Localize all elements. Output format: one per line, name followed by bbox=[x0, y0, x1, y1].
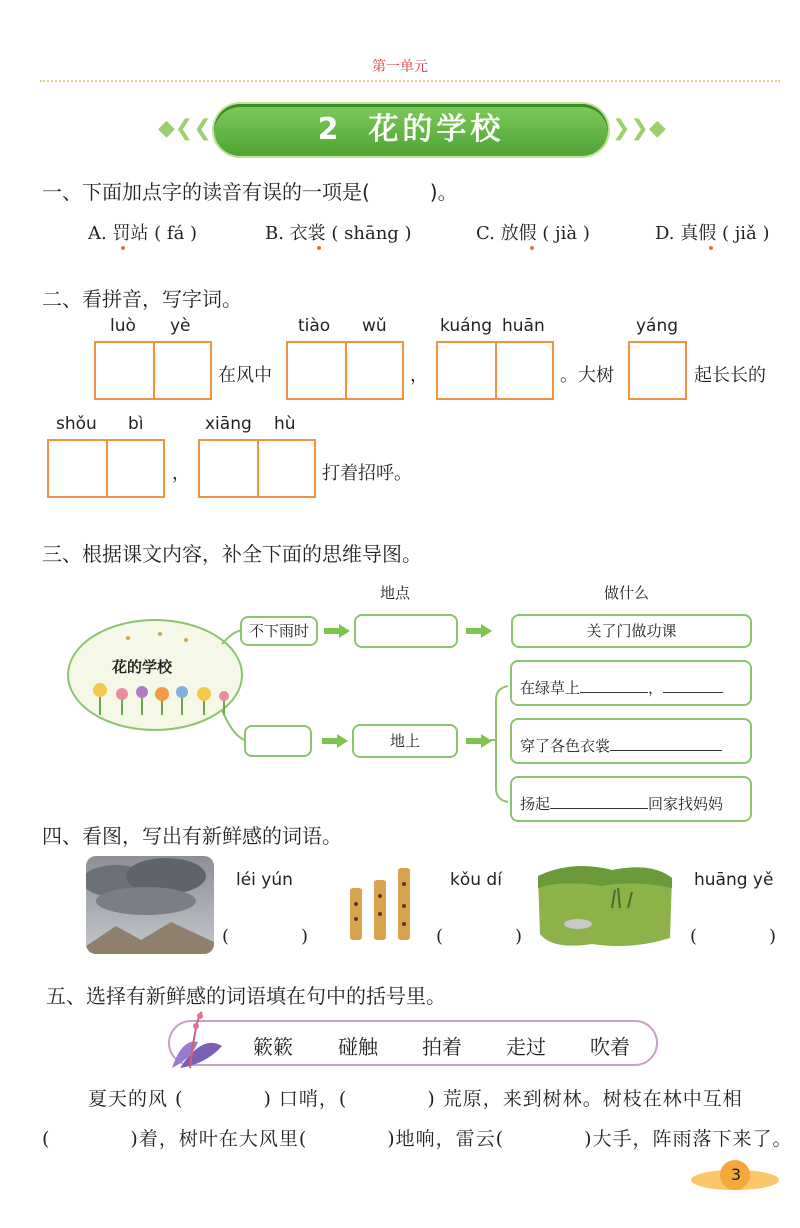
q4-answer-paren[interactable]: ( ) bbox=[690, 926, 777, 947]
answer-blank[interactable] bbox=[663, 676, 723, 693]
writing-box[interactable] bbox=[198, 439, 316, 498]
mindmap-branch-1: 不下雨时 bbox=[240, 616, 318, 646]
q2-text: 打着招呼。 bbox=[322, 463, 412, 484]
mindmap-action-2a: 在绿草上 ， bbox=[510, 660, 752, 706]
bamboo-flute-image bbox=[340, 864, 420, 944]
q5-sentence-line-1: 夏天的风 ( ) 口哨，( ) 荒原，来到树林。树枝在林中互相 bbox=[88, 1088, 743, 1110]
mindmap-header-place: 地点 bbox=[380, 584, 411, 602]
word-bank-item: 拍着 bbox=[422, 1035, 462, 1059]
plant-illustration bbox=[162, 1008, 232, 1072]
word-bank-item: 簌簌 bbox=[253, 1035, 293, 1059]
pinyin-label: kuáng bbox=[440, 316, 493, 336]
arrow-icon bbox=[322, 734, 348, 748]
word-bank-item: 走过 bbox=[506, 1035, 546, 1059]
q5-title: 五、选择有新鲜感的词语填在句中的括号里。 bbox=[46, 984, 446, 1008]
answer-blank[interactable] bbox=[610, 734, 722, 751]
mindmap-action-2c: 扬起 回家找妈妈 bbox=[510, 776, 752, 822]
q4-title: 四、看图，写出有新鲜感的词语。 bbox=[42, 824, 342, 848]
pinyin-label: xiāng bbox=[205, 414, 252, 434]
mindmap-action-2b: 穿了各色衣裳 bbox=[510, 718, 752, 764]
lesson-title: 花的学校 bbox=[368, 112, 505, 147]
emphasis-dot bbox=[317, 246, 321, 250]
q5-sentence-line-2: ( )着，树叶在大风里( )地响，雷云( )大手，阵雨落下来了。 bbox=[42, 1128, 793, 1150]
writing-box[interactable] bbox=[94, 341, 212, 400]
writing-box[interactable] bbox=[436, 341, 554, 400]
mindmap-header-action: 做什么 bbox=[604, 584, 650, 602]
q1-option-c: C. 放假 ( jià ) bbox=[476, 223, 590, 244]
unit-label: 第一单元 bbox=[372, 59, 428, 75]
q4-answer-paren[interactable]: ( ) bbox=[222, 926, 309, 947]
writing-box[interactable] bbox=[47, 439, 165, 498]
mindmap-place-1-blank[interactable] bbox=[354, 614, 458, 648]
mindmap-action-1: 关了门做功课 bbox=[511, 614, 752, 648]
arrow-icon bbox=[466, 624, 492, 638]
page-number: 3 bbox=[730, 1165, 742, 1184]
pinyin-label: yè bbox=[170, 316, 191, 336]
thunder-cloud-image bbox=[86, 856, 214, 954]
answer-blank[interactable] bbox=[550, 792, 648, 809]
header-divider bbox=[40, 80, 780, 82]
mindmap-place-2: 地上 bbox=[352, 724, 458, 758]
q4-pinyin: léi yún bbox=[236, 870, 293, 890]
banner-left-ornament: ◆❮❮ bbox=[158, 116, 212, 141]
q2-text: ， bbox=[410, 365, 428, 386]
arrow-icon bbox=[324, 624, 350, 638]
mindmap-branch-2-blank[interactable] bbox=[244, 725, 312, 757]
q4-answer-paren[interactable]: ( ) bbox=[436, 926, 523, 947]
answer-blank[interactable] bbox=[580, 676, 648, 693]
pinyin-label: bì bbox=[128, 414, 144, 434]
writing-box[interactable] bbox=[286, 341, 404, 400]
q2-text: ， bbox=[172, 463, 190, 484]
pinyin-label: hù bbox=[274, 414, 296, 434]
lesson-number: 2 bbox=[317, 112, 343, 147]
emphasis-dot bbox=[121, 246, 125, 250]
lesson-title-banner bbox=[214, 104, 608, 156]
pinyin-label: huān bbox=[502, 316, 545, 336]
q4-pinyin: kǒu dí bbox=[450, 870, 502, 890]
word-bank-item: 吹着 bbox=[590, 1035, 630, 1059]
q3-title: 三、根据课文内容，补全下面的思维导图。 bbox=[42, 542, 422, 566]
arrow-icon bbox=[466, 734, 492, 748]
pinyin-label: tiào bbox=[298, 316, 331, 336]
pinyin-label: wǔ bbox=[362, 316, 387, 336]
q1-option-a: A. 罚站 ( fá ) bbox=[88, 223, 198, 244]
q1-option-b: B. 衣裳 ( shāng ) bbox=[265, 223, 412, 244]
pinyin-label: yáng bbox=[636, 316, 679, 336]
q2-title: 二、看拼音，写字词。 bbox=[42, 287, 242, 311]
pinyin-label: shǒu bbox=[56, 414, 97, 434]
q2-text: 在风中 bbox=[218, 365, 272, 386]
wilderness-image bbox=[532, 858, 678, 950]
q1-title: 一、下面加点字的读音有误的一项是( )。 bbox=[42, 180, 458, 204]
q1-option-d: D. 真假 ( jiǎ ) bbox=[655, 223, 770, 244]
banner-right-ornament: ❯❯◆ bbox=[612, 116, 666, 141]
pinyin-label: luò bbox=[110, 316, 136, 336]
q2-text: 起长长的 bbox=[694, 365, 766, 386]
q2-text: 。大树 bbox=[560, 365, 614, 386]
word-bank bbox=[168, 1020, 658, 1066]
emphasis-dot bbox=[530, 246, 534, 250]
emphasis-dot bbox=[709, 246, 713, 250]
writing-box[interactable] bbox=[628, 341, 687, 400]
q4-pinyin: huāng yě bbox=[694, 870, 774, 890]
word-bank-item: 碰触 bbox=[338, 1035, 378, 1059]
mindmap-center-label: 花的学校 bbox=[112, 658, 173, 676]
